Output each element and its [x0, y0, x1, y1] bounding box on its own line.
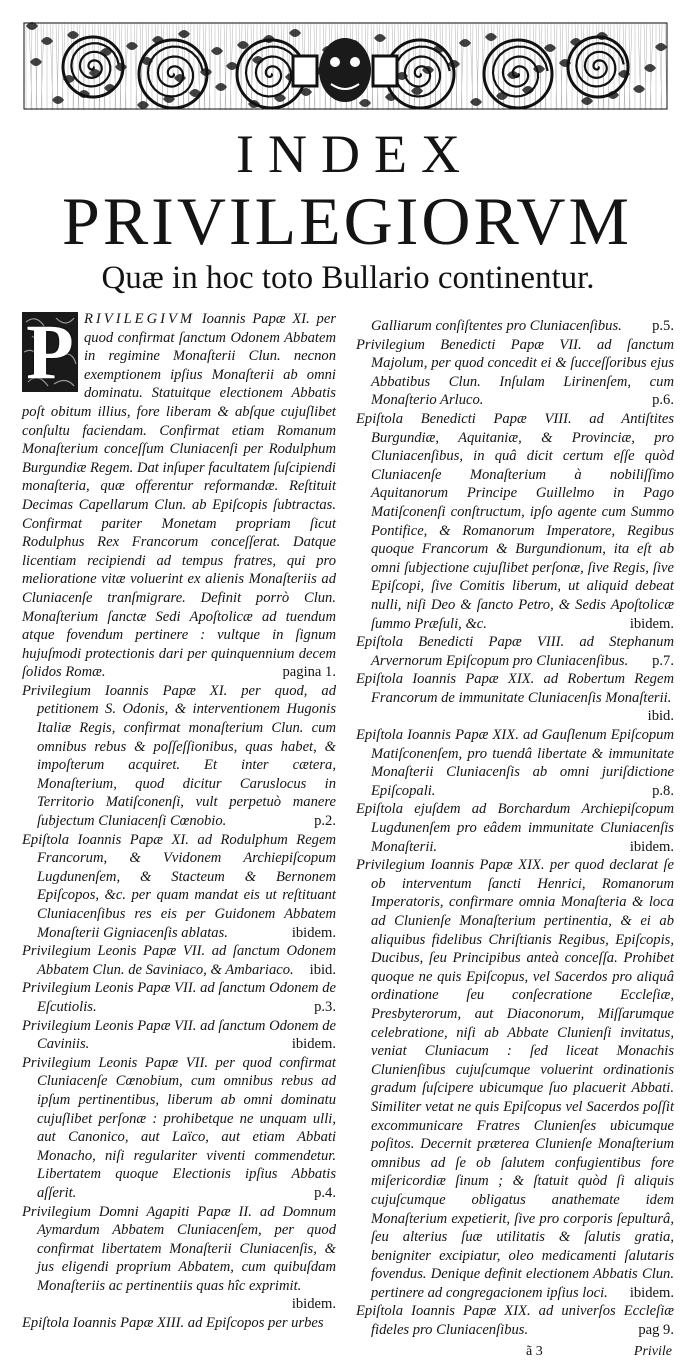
entry-text: Privilegium Leonis Papæ VII. per quod confirmat Cluniacenſe Cœnobium, cum omnibus rebus ad ipſum pertinentibus, liberum ab omni dominatu cujuſlibet perſonæ : prohibetque ne unquam ulli, aut Canonico, aut Laïco, aut etiam Abbati Monacho, niſi regulariter viventi commendetur. Libertatem quoque Electionis ipſius Abbatis aſſerit. — [22, 1054, 336, 1201]
catchword: Privile — [633, 1343, 672, 1359]
index-entry — [356, 317, 674, 336]
index-entry — [356, 670, 674, 726]
page-ref: p.2. — [314, 813, 336, 830]
entry-list — [356, 317, 674, 1340]
left-column — [22, 310, 336, 1333]
index-entry — [356, 336, 674, 410]
page-ref: ibidem. — [629, 615, 674, 632]
entry-text: Privilegium Ioannis Papæ XI. per quod, ad petitionem S. Odonis, & interventionem Hugonis Italiæ Regis, confirmat monaſterium Clun. cum omnibus rebus & poſſeſſionibus, quas habet, & impoſterum acquiret. Et inter cætera, Monaſterium, quod dicitur Caruslocus in Territorio Matiſconenſi, vult perpetuò manere ſubjectum Cluniacenſi Cœnobio. — [22, 682, 336, 830]
index-entry — [22, 1314, 336, 1333]
page-ref: p.6. — [652, 392, 674, 409]
entry-list — [22, 682, 336, 1333]
page-ref: ibidem. — [291, 924, 336, 941]
subtitle: Quæ in hoc toto Bullario continentur. — [101, 260, 595, 296]
page-ref: ibidem. — [291, 1036, 336, 1053]
index-entry — [356, 726, 674, 800]
index-entry — [356, 800, 674, 856]
mask-eye — [330, 57, 340, 67]
index-entry — [22, 979, 336, 1016]
entry-text: Epiſtola Ioannis Papæ XIX. ad Robertum Regem Francorum de immunitate Cluniacenſis Monaſterii. — [356, 671, 674, 706]
right-column — [356, 310, 674, 1362]
index-entry — [22, 1017, 336, 1054]
entry-text: Epiſtola ejuſdem ad Borchardum Archiepiſcopum Lugdunenſem pro eâdem immunitate Cluniacenſis Monaſterii. — [356, 801, 674, 855]
banderole-left — [293, 56, 317, 86]
page-ref: p.3. — [314, 998, 336, 1015]
banderole-right — [373, 56, 397, 86]
entry-text: Epiſtola Benedicti Papæ VIII. ad Stephanum Arvernorum Epiſcopum pro Cluniacenſibus. — [356, 634, 674, 669]
page-ref: ibid. — [647, 708, 674, 725]
signature-mark: ã 3 — [526, 1343, 543, 1359]
page-ref: pagina 1. — [282, 664, 336, 681]
page-ref: p.4. — [314, 1184, 336, 1201]
index-entry: P RIVILEGIVM Ioannis Papæ XI. per quod confirmat ſanctum Odonem Abbatem in regimine Monaſterii Clun. necnon exemptionem ipſius Monaſterii ab omni dominatu. Statuitque electionem Abbatis poſt obitum illius, fore liberam & abſque cujuſlibet conſultu faciendam. Confirmat etiam Romanum Monaſterium conceſſum Cluniacenſi per Rodulphum Burgundiæ Regem. Dat inſuper facultatem ſuſcipiendi monaſteria, quæ offerentur reformandæ. Reſtituit Decimas Capellarum Clun. ab Epiſcopis ſubtractas. Confirmat pariter Monetam propriam ſicut Rodulphus Rex Francorum conceſſerat. Datque licentiam recipiendi ad tempus fratres, qui pro melioratione vitæ voluerint ex alienis Monaſteriis ad Cluniacenſe tranſmigrare. Definit porrò Clun. Monaſterium ſanctæ Sedi Apoſtolicæ ad tuendum atque fovendum pertinere : vultque in ſignum hujuſmodi protectionis dari per quinquennium decem ſolidos Romæ. pagina 1. — [22, 308, 336, 681]
title-privilegiorum: PRIVILEGIORVM — [62, 183, 632, 259]
index-entry — [22, 942, 336, 979]
page-ref: ibidem. — [629, 838, 674, 855]
entry-text: Epiſtola Ioannis Papæ XIII. ad Epiſcopos per urbes — [22, 1315, 324, 1332]
entry-text: Galliarum conſiſtentes pro Cluniacenſibus. — [371, 318, 622, 334]
page-ref: ibidem. — [629, 1284, 674, 1301]
entry-text: Epiſtola Ioannis Papæ XI. ad Rodulphum Regem Francorum, & Vvidonem Archiepiſcopum Lugdunenſem, & Stacteum & Bernonem Epiſcopos, &c. per quam mandat eis ut reſtituant Cluniacenſibus res eis per Guidonem Abbatem Monaſterii Gigniacenſis ablatas. — [22, 831, 336, 941]
page-ref: pag 9. — [638, 1322, 674, 1339]
entry-text: Privilegium Ioannis Papæ XIX. per quod declarat ſe ob interventum ſancti Henrici, Romanorum Imperatoris, confirmare omnia Monaſteria & loca ad Clunienſe Monaſterium pertinentia, & ei ab aliquibus fidelibus Chriſtianis Regibus, Epiſcopis, Ducibus, ſeu Principibus anteà conceſſa. Prohibet quoque ne quis Epiſcopus, vel Sacerdos pro aliquâ ordinatione ſeu conſecratione Eccleſiæ, Presbyterorum, aut Diaconorum, Miſſarumque celebratione, niſi ab Abbate Clunienſi invitatus, veniat Cluniacum : ſed liceat Monachis Clunienſibus cujuſcumque voluerint ordinationis gradum ſuſcipere ubicumque ſuo placuerit Abbati. Similiter vetat ne quis Epiſcopus vel Sacerdos poſſit excommunicare Fratres Clunienſes ubicumque poſitos. Decernit præterea Clunienſe Monaſterium omnibus ad ſe ob ſalutem confugientibus fore miſericordiæ ſinum ; & ſtatuit quòd ſi aliquis cujuſcumque obligatus anathemate idem Monaſterium expetierit, ſive pro corporis ſepulturâ, ſeu alterius ſuæ utilitatis & ſalutis gratia, benigniter excipiatur, oleo medicamenti ſalutaris fovendus. Denique definit electionem Abbatis Clun. pertinere ad congregacionem ipſius loci. — [356, 857, 674, 1301]
index-entry — [356, 410, 674, 633]
index-entry — [22, 831, 336, 943]
entry-text: Privilegium Leonis Papæ VII. ad ſanctum Odonem de Caviniis. — [22, 1017, 336, 1053]
decorative-headpiece — [23, 22, 668, 110]
page-ref: p.5. — [652, 318, 674, 334]
page-ref: p.8. — [652, 782, 674, 799]
entry-text: Privilegium Domni Agapiti Papæ II. ad Domnum Aymardum Abbatem Cluniacenſem, per quod confirmat libertatem Monaſterii Cluniacenſis, & jus eligendi proprium Abbatem, cum quibuſdam Monaſteriis ac pertinentiis quas hîc exprimit. — [22, 1203, 336, 1294]
entry-text: Epiſtola Benedicti Papæ VIII. ad Antiſtites Burgundiæ, Aquitaniæ, & Provinciæ, pro Cluniacenſibus, in quâ dicit certum eſſe quòd Cluniacenſe Monaſterium à nobiliſſimo Aquitanorum Principe Guillelmo in Pago Matiſconenſi conſtructum, ipſo agente cum Summo Pontifice, & Romanorum Imperatore, Regibus quoque Francorum & Burgundionum, ita eſt ab omni ſubjectione cujuſlibet perſonæ, ſive Regis, ſive Epiſcopi, ſive Comitis liberum, ut aliquid debeat nulli, niſi Deo & ſancto Petro, & Sedis Apoſtolicæ ſummo Præſuli, &c. — [356, 410, 674, 632]
drop-cap-ornament: P — [22, 312, 78, 392]
page-ref: ibidem. — [291, 1296, 336, 1313]
title-index: INDEX — [236, 124, 474, 184]
mask-eye — [350, 57, 360, 67]
entry-text: Epiſtola Ioannis Papæ XIX. ad univerſos Eccleſiæ fideles pro Cluniacenſibus. — [356, 1303, 674, 1339]
mask-face — [319, 38, 371, 102]
entry-text: Epiſtola Ioannis Papæ XIX. ad Gauſlenum Epiſcopum Matiſconenſem, pro tuendâ libertate & immunitate Monaſterii Cluniacenſis ab omni juriſdictione Epiſcopali. — [356, 727, 674, 799]
index-entry — [22, 682, 336, 831]
page-ref: ibid. — [309, 961, 336, 978]
index-entry — [356, 633, 674, 670]
entry-text: Privilegium Benedicti Papæ VII. ad ſanctum Majolum, per quod concedit ei & ſucceſſoribus ejus Abbatibus Clun. Inſulam Lirinenſem, cum Monaſterio Arluco. — [356, 336, 674, 409]
index-entry — [22, 1054, 336, 1203]
index-entry — [22, 1203, 336, 1315]
index-entry — [356, 1302, 674, 1339]
entry-text: Privilegium Leonis Papæ VII. ad ſanctum Odonem Abbatem Clun. de Saviniaco, & Ambariaco. — [22, 943, 336, 978]
page-footer — [356, 1342, 674, 1362]
index-entry — [356, 856, 674, 1302]
two-column-body — [22, 310, 674, 1362]
page-ref: p.7. — [652, 652, 674, 669]
entry-text: Privilegium Leonis Papæ VII. ad ſanctum Odonem de Eſcutiolis. — [22, 980, 336, 1015]
